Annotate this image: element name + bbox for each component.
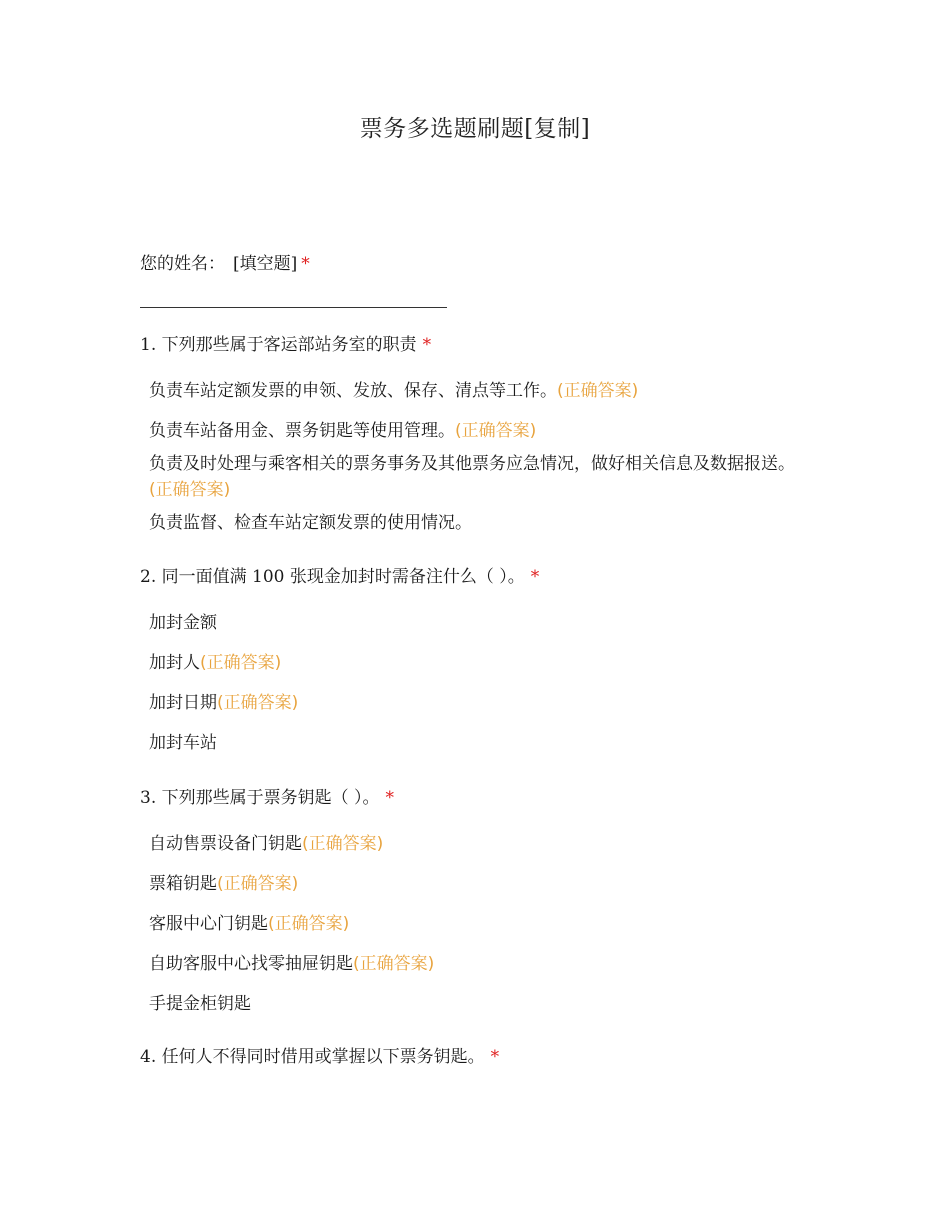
option-3-1[interactable]	[149, 831, 809, 857]
question-text: 4. 任何人不得同时借用或掌握以下票务钥匙。	[140, 1047, 485, 1067]
correct-answer-tag: (正确答案)	[149, 480, 231, 500]
question-text: 3. 下列那些属于票务钥匙（ ）。	[140, 788, 380, 808]
option-text: 负责车站定额发票的申领、发放、保存、清点等工作。	[149, 381, 557, 401]
correct-answer-tag: (正确答案)	[200, 653, 282, 673]
option-1-1[interactable]	[149, 378, 809, 404]
option-3-4[interactable]	[149, 951, 809, 977]
question-type-tag: [填空题]	[233, 254, 298, 274]
option-text: 自动售票设备门钥匙	[149, 834, 302, 854]
question-text: 1. 下列那些属于客运部站务室的职责	[140, 335, 417, 355]
name-question	[140, 252, 310, 276]
correct-answer-tag: (正确答案)	[353, 954, 435, 974]
required-mark: *	[490, 1047, 500, 1067]
correct-answer-tag: (正确答案)	[217, 874, 299, 894]
question-4	[140, 1045, 499, 1069]
option-2-2[interactable]	[149, 650, 809, 676]
correct-answer-tag: (正确答案)	[455, 421, 537, 441]
option-text: 加封车站	[149, 733, 217, 753]
option-1-3[interactable]	[149, 451, 809, 503]
option-2-3[interactable]	[149, 690, 809, 716]
option-text: 自助客服中心找零抽屉钥匙	[149, 954, 353, 974]
option-3-2[interactable]	[149, 871, 809, 897]
option-text: 负责监督、检查车站定额发票的使用情况。	[149, 513, 472, 533]
question-3	[140, 786, 394, 810]
option-3-3[interactable]	[149, 911, 809, 937]
option-text: 加封人	[149, 653, 200, 673]
question-1	[140, 333, 431, 357]
correct-answer-tag: (正确答案)	[557, 381, 639, 401]
required-mark: *	[422, 335, 432, 355]
option-text: 加封日期	[149, 693, 217, 713]
question-2	[140, 565, 539, 589]
option-text: 负责车站备用金、票务钥匙等使用管理。	[149, 421, 455, 441]
option-1-4[interactable]	[149, 510, 809, 536]
name-input-line[interactable]	[140, 307, 447, 308]
correct-answer-tag: (正确答案)	[268, 914, 350, 934]
page-title: 票务多选题刷题[复制]	[359, 116, 591, 142]
option-text: 负责及时处理与乘客相关的票务事务及其他票务应急情况，做好相关信息及数据报送。	[149, 454, 795, 474]
required-mark: *	[301, 254, 310, 274]
correct-answer-tag: (正确答案)	[217, 693, 299, 713]
option-text: 客服中心门钥匙	[149, 914, 268, 934]
option-text: 票箱钥匙	[149, 874, 217, 894]
required-mark: *	[385, 788, 395, 808]
option-1-2[interactable]	[149, 418, 809, 444]
required-mark: *	[530, 567, 540, 587]
option-3-5[interactable]	[149, 991, 809, 1017]
option-text: 加封金额	[149, 613, 217, 633]
option-2-1[interactable]	[149, 610, 809, 636]
name-label: 您的姓名：	[140, 254, 225, 274]
correct-answer-tag: (正确答案)	[302, 834, 384, 854]
question-text: 2. 同一面值满 100 张现金加封时需备注什么（ ）。	[140, 567, 525, 587]
option-text: 手提金柜钥匙	[149, 994, 251, 1014]
option-2-4[interactable]	[149, 730, 809, 756]
